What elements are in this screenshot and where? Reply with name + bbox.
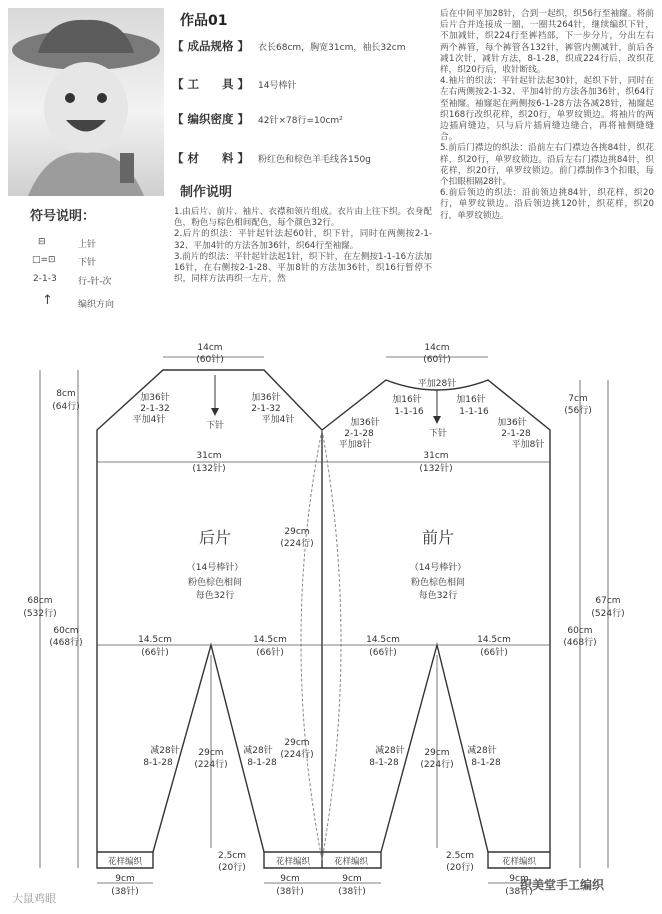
center-body-cm: 29cm xyxy=(284,527,310,537)
spec-value-material: 粉红色和棕色羊毛线各150g xyxy=(258,155,371,165)
front-yoke-left-2: 2-1-28 xyxy=(344,429,374,439)
back-rib-h-rows: (20行) xyxy=(218,863,246,873)
front-direction: 下针 xyxy=(428,429,448,439)
front-inner-left-2: 1-1-16 xyxy=(394,407,424,417)
front-rib-h-rows: (20行) xyxy=(446,863,474,873)
left-yoke-rows: (64行) xyxy=(52,402,80,412)
front-neck-cm: 14cm xyxy=(424,343,450,353)
legend-title: 符号说明： xyxy=(30,209,96,224)
front-dec-left-2: 8-1-28 xyxy=(369,758,399,768)
back-yoke-right-3: 平加4针 xyxy=(261,415,295,425)
right-yoke-cm: 7cm xyxy=(568,394,588,404)
instruction-step-1: 1.由后片、前片、袖片、衣襟和领片组成。衣片由上往下织。衣身配色，粉色与棕色相间配色，每个颜色32行。 xyxy=(174,207,432,229)
back-yoke-left-3: 平加4针 xyxy=(132,415,166,425)
back-leg-right-cm: 14.5cm xyxy=(253,635,287,645)
back-bust-cm: 31cm xyxy=(196,451,222,461)
back-piece-name: 后片 xyxy=(198,528,232,547)
spec-value-tool: 14号棒针 xyxy=(258,81,297,91)
front-neck-st: (60针) xyxy=(423,355,451,365)
back-dec-left-2: 8-1-28 xyxy=(143,758,173,768)
left-total-cm: 68cm xyxy=(27,596,53,606)
front-leg-left-st: (66针) xyxy=(369,648,397,658)
back-color-note-1: 粉色棕色相间 xyxy=(187,578,243,588)
legend-symbol-purl: ⊟ xyxy=(38,237,46,247)
instruction-step-6: 6.前后领边的织法：沿前领边挑84针，织花样，织20行，单罗纹锁边。沿后领边挑120针，织花样，织20行，单罗纹锁边。 xyxy=(440,188,654,221)
back-inseam-rows: (224行) xyxy=(194,760,228,770)
front-dec-left-1: 减28针 xyxy=(375,746,405,756)
work-title: 作品01 xyxy=(180,13,228,29)
watermark-right: 织美堂手工编织 xyxy=(520,878,605,892)
legend-symbol-knit: □=⊡ xyxy=(32,255,56,265)
front-color-note-1: 粉色棕色相间 xyxy=(410,578,466,588)
spec-label-size: 【 成品规格 】 xyxy=(172,39,250,53)
back-cuff-left-st: (38针) xyxy=(111,887,139,897)
back-yoke-left-1: 加36针 xyxy=(140,393,170,403)
right-total-rows: (524行) xyxy=(591,609,625,619)
instructions-heading: 制作说明 xyxy=(180,185,233,200)
front-center-add: 平加28针 xyxy=(417,379,457,389)
instruction-step-5: 5.前后门襟边的织法：沿前左右门襟边各挑84针，织花样，织20行，单罗纹锁边。沿后左右门襟边挑84针，织花样，织20行，单罗纹锁边。前门襟制作3个扣眼，每个扣眼相隔28针。 xyxy=(440,143,654,188)
front-cuff-right-st: (38针) xyxy=(505,887,533,897)
spec-label-tool: 【 工 具 】 xyxy=(172,77,250,91)
back-leg-right-st: (66针) xyxy=(256,648,284,658)
right-body-rows: (468行) xyxy=(563,638,597,648)
right-body-cm: 60cm xyxy=(567,626,593,636)
back-rib-right: 花样编织 xyxy=(275,857,311,867)
instructions-right-column xyxy=(440,9,654,222)
back-bust-st: (132针) xyxy=(192,464,226,474)
front-leg-left-cm: 14.5cm xyxy=(366,635,400,645)
front-yoke-right-1: 加36针 xyxy=(497,418,527,428)
watermark-left: 大鼠鸡眼 xyxy=(12,892,56,905)
back-color-note-2: 每色32行 xyxy=(195,591,235,601)
back-rib-left: 花样编织 xyxy=(107,857,143,867)
front-yoke-left-1: 加36针 xyxy=(350,418,380,428)
back-dec-right-2: 8-1-28 xyxy=(247,758,277,768)
front-leg-right-cm: 14.5cm xyxy=(477,635,511,645)
legend-meaning-direction: 编织方向 xyxy=(78,300,115,310)
front-inseam-cm: 29cm xyxy=(424,748,450,758)
pattern-diagram xyxy=(0,330,662,914)
front-bust-cm: 31cm xyxy=(423,451,449,461)
back-piece-outline xyxy=(97,370,322,868)
front-inseam-rows: (224行) xyxy=(420,760,454,770)
legend-meaning-formula: 行-针-次 xyxy=(78,277,112,287)
spec-label-material: 【 材 料 】 xyxy=(172,151,250,165)
back-leg-left-st: (66针) xyxy=(141,648,169,658)
front-dec-right-2: 8-1-28 xyxy=(471,758,501,768)
back-inseam-cm: 29cm xyxy=(198,748,224,758)
back-yoke-right-2: 2-1-32 xyxy=(251,404,281,414)
front-yoke-right-3: 平加8针 xyxy=(511,440,545,450)
back-neck-cm: 14cm xyxy=(197,343,223,353)
front-inner-left-1: 加16针 xyxy=(392,395,422,405)
back-rib-h-cm: 2.5cm xyxy=(217,851,247,861)
left-yoke-cm: 8cm xyxy=(56,389,76,399)
front-inner-right-2: 1-1-16 xyxy=(459,407,489,417)
baby-photo xyxy=(8,8,164,196)
back-cuff-left-cm: 9cm xyxy=(115,874,135,884)
baby-photo-illustration xyxy=(8,8,164,196)
instruction-continued: 后在中间平加28针，合到一起织，织56行至袖窿。将前后片合并连接成一圈，一圈共264针，继续编织下针，不加减针，织224行至裤裆部，下一步分片，分出左右两个裤管，每个裤管各132针，裤管内侧减针，前后各减1次针，减针方法，8-1-28，织成224行后，改织花样，织20行后，收针断线。 xyxy=(440,9,654,76)
front-cuff-right-cm: 9cm xyxy=(509,874,529,884)
back-cuff-right-cm: 9cm xyxy=(280,874,300,884)
back-cuff-right-st: (38针) xyxy=(276,887,304,897)
back-yoke-right-1: 加36针 xyxy=(251,393,281,403)
legend-arrow-icon: ↑ xyxy=(42,293,53,308)
front-bust-st: (132针) xyxy=(419,464,453,474)
back-needle: （14号棒针） xyxy=(186,563,244,573)
instruction-step-4: 4.袖片的织法：平针起针法起30针，起织下针，同时在左右两侧按2-1-32、平加4针的方法各加36针，织64行至袖窿。袖窿起在两侧按6-1-28方法各减28针，袖窿起织168行改织花样，织20行，单罗纹锁边。将袖片的两边插肩缝边，只与后片插肩缝边缝合，再将袖侧缝缝合。 xyxy=(440,76,654,143)
instruction-step-2: 2.后片的织法：平针起针法起60针，织下针，同时在两侧按2-1-32、平加4针的方法各加36针，织64行至袖窿。 xyxy=(174,229,432,251)
front-piece-name: 前片 xyxy=(421,528,455,547)
center-leg-cm: 29cm xyxy=(284,738,310,748)
left-body-rows: (468行) xyxy=(49,638,83,648)
front-rib-right: 花样编织 xyxy=(501,857,537,867)
front-inner-right-1: 加16针 xyxy=(456,395,486,405)
front-dec-right-1: 减28针 xyxy=(467,746,497,756)
back-dec-left-1: 减28针 xyxy=(150,746,180,756)
back-neck-st: (60针) xyxy=(196,355,224,365)
right-yoke-rows: (56行) xyxy=(564,406,592,416)
back-yoke-left-2: 2-1-32 xyxy=(140,404,170,414)
back-dec-right-1: 减28针 xyxy=(243,746,273,756)
legend-meaning-knit: 下针 xyxy=(78,258,97,268)
center-body-rows: (224行) xyxy=(280,539,314,549)
back-leg-left-cm: 14.5cm xyxy=(138,635,172,645)
instructions-steps xyxy=(174,207,432,285)
back-direction: 下针 xyxy=(205,421,225,431)
center-leg-rows: (224行) xyxy=(280,750,314,760)
legend-meaning-purl: 上针 xyxy=(78,240,97,250)
left-total-rows: (532行) xyxy=(23,609,57,619)
front-cuff-left-cm: 9cm xyxy=(342,874,362,884)
spec-value-size: 衣长68cm，胸宽31cm，袖长32cm xyxy=(258,43,406,53)
front-leg-right-st: (66针) xyxy=(480,648,508,658)
right-total-cm: 67cm xyxy=(595,596,621,606)
front-color-note-2: 每色32行 xyxy=(418,591,458,601)
front-yoke-right-2: 2-1-28 xyxy=(501,429,531,439)
front-needle: （14号棒针） xyxy=(409,563,467,573)
spec-label-gauge: 【 编织密度 】 xyxy=(172,112,250,126)
instruction-step-3: 3.前片的织法：平针起针法起1针，织下针，在左侧按1-1-16方法加16针，在右侧按2-1-28、平加8针的方法加36针，织16行暂停不织，同样方法再织一左片，然 xyxy=(174,251,432,285)
spec-value-gauge: 42针×78行=10cm² xyxy=(258,116,343,126)
front-cuff-left-st: (38针) xyxy=(338,887,366,897)
front-rib-left: 花样编织 xyxy=(333,857,369,867)
front-yoke-left-3: 平加8针 xyxy=(338,440,372,450)
left-body-cm: 60cm xyxy=(53,626,79,636)
legend-symbol-formula: 2-1-3 xyxy=(33,274,57,284)
front-rib-h-cm: 2.5cm xyxy=(445,851,475,861)
